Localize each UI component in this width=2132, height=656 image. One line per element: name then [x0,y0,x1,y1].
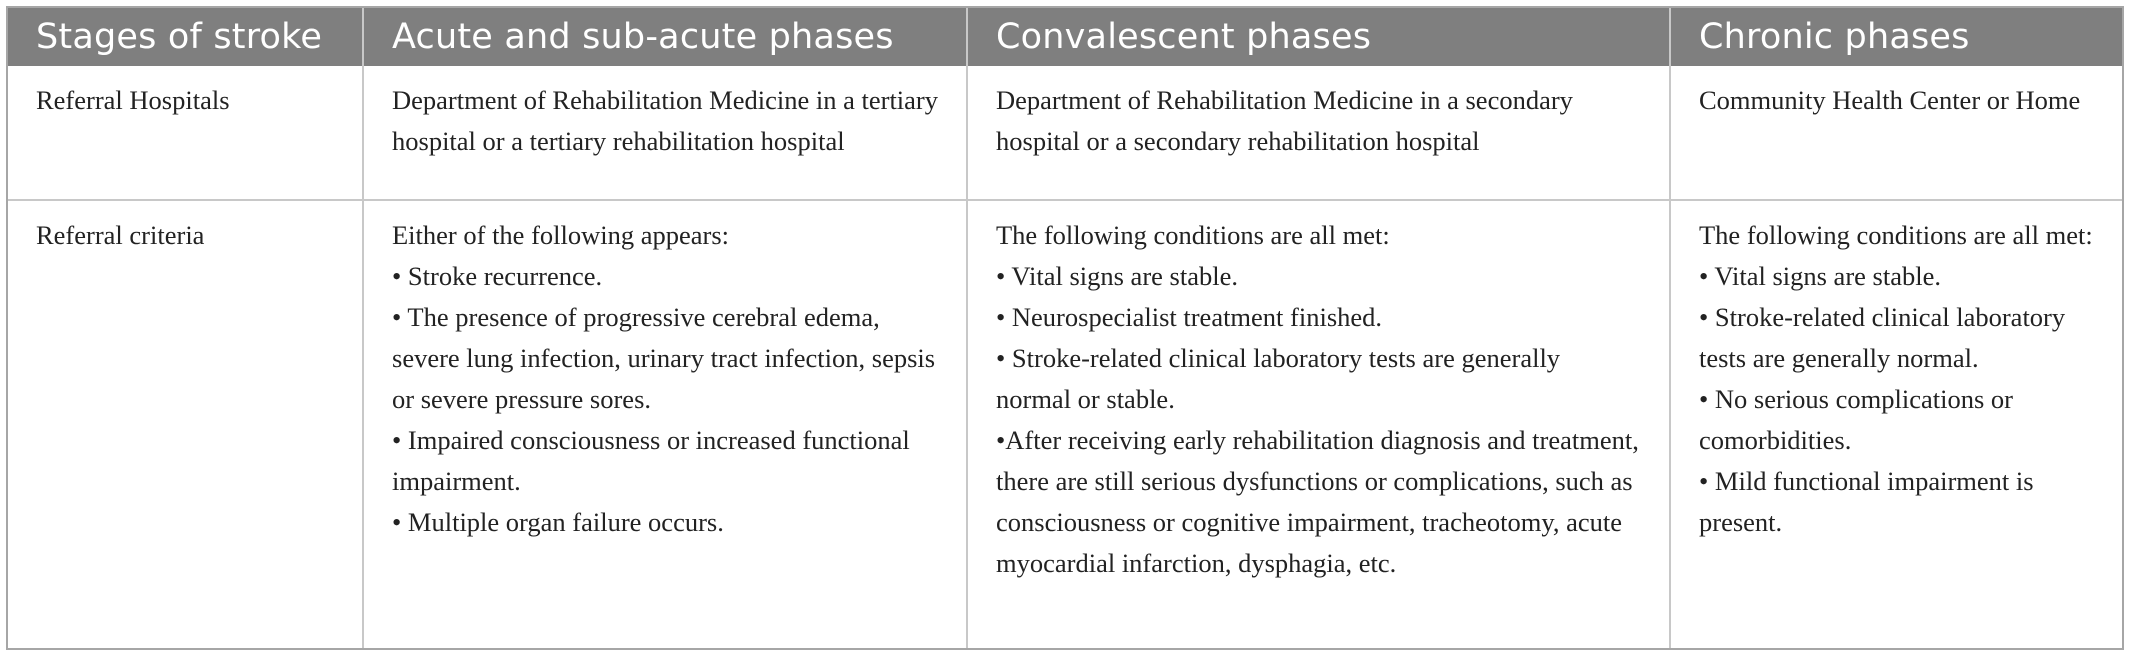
cell-criteria-convalescent [967,200,1670,648]
header-convalescent-phases: Convalescent phases [967,8,1670,66]
referral-table [8,8,2122,648]
criteria-bullet: • Mild functional impairment is present. [1699,466,2034,537]
criteria-intro: Either of the following appears: [392,220,730,250]
criteria-intro: The following conditions are all met: [996,220,1390,250]
criteria-bullet: • Multiple organ failure occurs. [392,507,724,537]
cell-hospitals-chronic [1670,66,2122,200]
cell-criteria-chronic [1670,200,2122,648]
table-header [8,8,2122,66]
criteria-bullet: •After receiving early rehabilitation diagnosis and treatment, there are still serious dysfunctions or complications, such as consciousness or cognitive impairment, tracheotomy, acute myocardial infarction, dysphagia, etc. [996,425,1639,578]
table-row-referral-hospitals [8,66,2122,200]
row-label-referral-criteria: Referral criteria [36,220,205,250]
cell-hospitals-convalescent [967,66,1670,200]
table-row-referral-criteria [8,200,2122,648]
header-chronic-phases: Chronic phases [1670,8,2122,66]
criteria-bullet: • Stroke-related clinical laboratory tests are generally normal. [1699,302,2066,373]
header-acute-phases: Acute and sub-acute phases [363,8,967,66]
referral-table-container [6,6,2124,650]
cell-criteria-acute [363,200,967,648]
criteria-bullet: • Impaired consciousness or increased functional impairment. [392,425,910,496]
cell-text: Department of Rehabilitation Medicine in a tertiary hospital or a tertiary rehabilitation hospital [392,85,939,156]
table-body [8,66,2122,648]
criteria-bullet: • Stroke-related clinical laboratory tests are generally normal or stable. [996,343,1561,414]
cell-text: Department of Rehabilitation Medicine in a secondary hospital or a secondary rehabilitation hospital [996,85,1573,156]
cell-text: Community Health Center or Home [1699,85,2081,115]
criteria-bullet: • Stroke recurrence. [392,261,603,291]
header-row [8,8,2122,66]
cell-hospitals-acute [363,66,967,200]
criteria-bullet: • Neurospecialist treatment finished. [996,302,1383,332]
criteria-bullet: • No serious complications or comorbidities. [1699,384,2013,455]
criteria-intro: The following conditions are all met: [1699,220,2093,250]
criteria-bullet: • The presence of progressive cerebral edema, severe lung infection, urinary tract infection, sepsis or severe pressure sores. [392,302,936,414]
row-label-referral-hospitals: Referral Hospitals [8,66,363,200]
header-stages-of-stroke: Stages of stroke [8,8,363,66]
criteria-bullet: • Vital signs are stable. [1699,261,1941,291]
criteria-bullet: • Vital signs are stable. [996,261,1238,291]
